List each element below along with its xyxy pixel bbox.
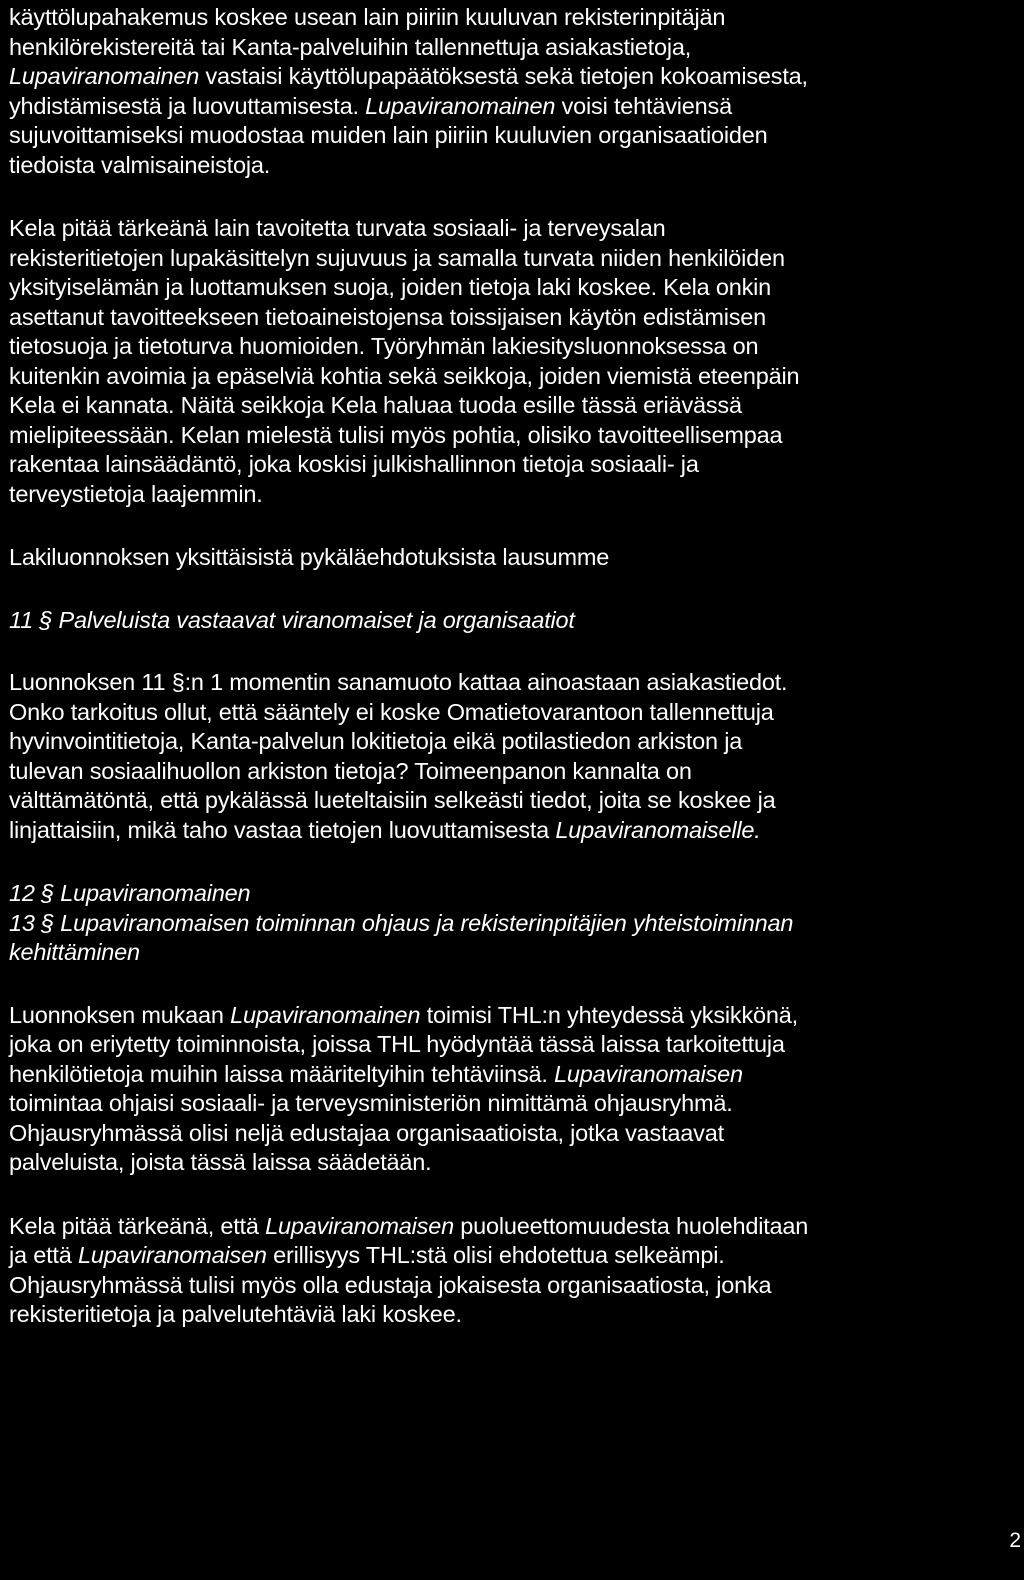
text-line [9,244,1009,274]
text-run: Kela ei kannata. Näitä seikkoja Kela haluaa tuoda esille tässä eriävässä [9,392,742,418]
text-run: toimintaa ohjaisi sosiaali- ja terveysministeriön nimittämä ohjausryhmä. [9,1090,733,1116]
text-run: Ohjausryhmässä tulisi myös olla edustaja jokaisesta organisaatiosta, jonka [9,1271,772,1298]
text-run: Kela pitää tärkeänä, että [9,1212,266,1239]
text-run: mielipiteessään. Kelan mielestä tulisi myös pohtia, olisiko tavoitteellisempaa [9,421,783,448]
text-run: puolueettomuudesta huolehditaan [453,1212,809,1239]
text-line [9,1119,1009,1149]
text-run: yksityiselämän ja luottamuksen suoja, joiden tietoja laki koskee. Kela onkin [9,274,772,300]
text-line [9,1212,1009,1242]
text-line [9,3,1009,33]
italic-text-run: 13 § Lupaviranomaisen toiminnan ohjaus ja rekisterinpitäjien yhteistoiminnan [9,909,794,936]
text-run: käyttölupahakemus koskee usean lain piiriin kuuluvan rekisterinpitäjän [9,4,726,30]
text-line [9,421,1009,451]
text-line [9,668,1009,698]
text-run: tiedoista valmisaineistoja. [9,151,271,178]
text-line [9,786,1009,816]
text-run: asettanut tavoitteekseen tietoaineistojensa toissijaisen käytön edistämisen [9,303,767,330]
text-line [9,273,1009,303]
text-line [9,1001,1009,1031]
text-run: ja että [9,1242,78,1268]
text-run: kuitenkin avoimia ja epäselviä kohtia sekä seikkoja, joiden viemistä eteenpäin [9,362,800,389]
text-run: Luonnoksen 11 §:n 1 momentin sanamuoto kattaa ainoastaan asiakastiedot. [9,669,788,695]
text-line [9,879,1009,909]
text-line [9,92,1009,122]
text-run: sujuvoittamiseksi muodostaa muiden lain piiriin kuuluvien organisaatioiden [9,122,768,148]
text-run: henkilötietoja muihin laissa määriteltyihin tehtäviinsä. [9,1060,555,1087]
text-line [9,1060,1009,1090]
text-run: Kela pitää tärkeänä lain tavoitetta turvata sosiaali- ja terveysalan [9,215,666,241]
text-line [9,727,1009,757]
text-run: henkilörekistereitä tai Kanta-palveluihin tallennettuja asiakastietoja, [9,33,692,60]
paragraph [9,668,1009,845]
text-line [9,1241,1009,1271]
text-run: Onko tarkoitus ollut, että sääntely ei koske Omatietovarantoon tallennettuja [9,698,774,725]
italic-text-run: Lupaviranomainen [230,1001,421,1028]
text-line [9,1030,1009,1060]
text-line [9,1271,1009,1301]
text-run: rekisteritietojen lupakäsittelyn sujuvuus ja samalla turvata niiden henkilöiden [9,244,785,271]
document-page [9,3,1009,1364]
italic-text-run: Lupaviranomaisen [554,1060,743,1087]
text-line [9,1148,1009,1178]
paragraph [9,214,1009,509]
text-run: joka on eriytetty toiminnoista, joissa THL hyödyntää tässä laissa tarkoitettuja [9,1031,785,1057]
italic-text-run: Lupaviranomainen [9,63,200,89]
text-line [9,757,1009,787]
text-run: tietosuoja ja tietoturva huomioiden. Työryhmän lakiesitysluonnoksessa on [9,333,759,359]
text-line [9,1300,1009,1330]
text-line [9,938,1009,968]
text-run: rakentaa lainsäädäntö, joka koskisi julkishallinnon tietoja sosiaali- ja [9,451,699,477]
text-run: erillisyys THL:stä olisi ehdotettua selkeämpi. [266,1242,725,1268]
text-line [9,33,1009,63]
paragraph [9,1212,1009,1330]
italic-text-run: Lupaviranomainen [365,92,556,119]
text-run: vastaisi käyttölupapäätöksestä sekä tietojen kokoamisesta, [199,63,808,89]
section-heading-italic [9,879,1009,968]
text-line [9,121,1009,151]
text-run: toimisi THL:n yhteydessä yksikkönä, [420,1001,798,1028]
text-line [9,303,1009,333]
text-line [9,698,1009,728]
text-line [9,391,1009,421]
text-line [9,909,1009,939]
italic-text-run: 11 § Palveluista vastaavat viranomaiset ja organisaatiot [9,606,575,633]
text-run: terveystietoja laajemmin. [9,480,263,507]
text-run: välttämätöntä, että pykälässä lueteltaisiin selkeästi tiedot, joita se koskee ja [9,787,776,813]
text-line [9,62,1009,92]
text-run: Ohjausryhmässä olisi neljä edustajaa organisaatioista, jotka vastaavat [9,1119,724,1146]
page-number: 2 [1009,1529,1021,1552]
text-line [9,543,1009,573]
italic-text-run: Lupaviranomaisen [77,1242,267,1268]
section-heading-italic [9,606,1009,636]
text-run: palveluista, joista tässä laissa säädetään. [9,1149,432,1175]
text-line [9,1089,1009,1119]
text-run: voisi tehtäviensä [555,92,732,119]
italic-text-run: Lupaviranomaiselle. [555,816,761,843]
section-heading-plain [9,543,1009,573]
text-line [9,480,1009,510]
text-run: tulevan sosiaalihuollon arkiston tietoja? Toimeenpanon kannalta on [9,757,692,784]
text-line [9,450,1009,480]
text-line [9,606,1009,636]
text-run: rekisteritietoja ja palvelutehtäviä laki koskee. [9,1301,462,1327]
text-run: Lakiluonnoksen yksittäisistä pykäläehdotuksista lausumme [9,544,610,570]
text-run: hyvinvointitietoja, Kanta-palvelun lokitietoja eikä potilastiedon arkiston ja [9,728,743,754]
italic-text-run: kehittäminen [9,939,140,965]
paragraph [9,1001,1009,1178]
italic-text-run: 12 § Lupaviranomainen [9,880,251,906]
text-line [9,151,1009,181]
text-run: yhdistämisestä ja luovuttamisesta. [9,92,366,119]
text-run: linjattaisiin, mikä taho vastaa tietojen luovuttamisesta [9,816,556,843]
text-line [9,214,1009,244]
italic-text-run: Lupaviranomaisen [265,1212,454,1239]
text-line [9,816,1009,846]
text-line [9,332,1009,362]
paragraph [9,3,1009,180]
text-run: Luonnoksen mukaan [9,1001,231,1028]
text-line [9,362,1009,392]
